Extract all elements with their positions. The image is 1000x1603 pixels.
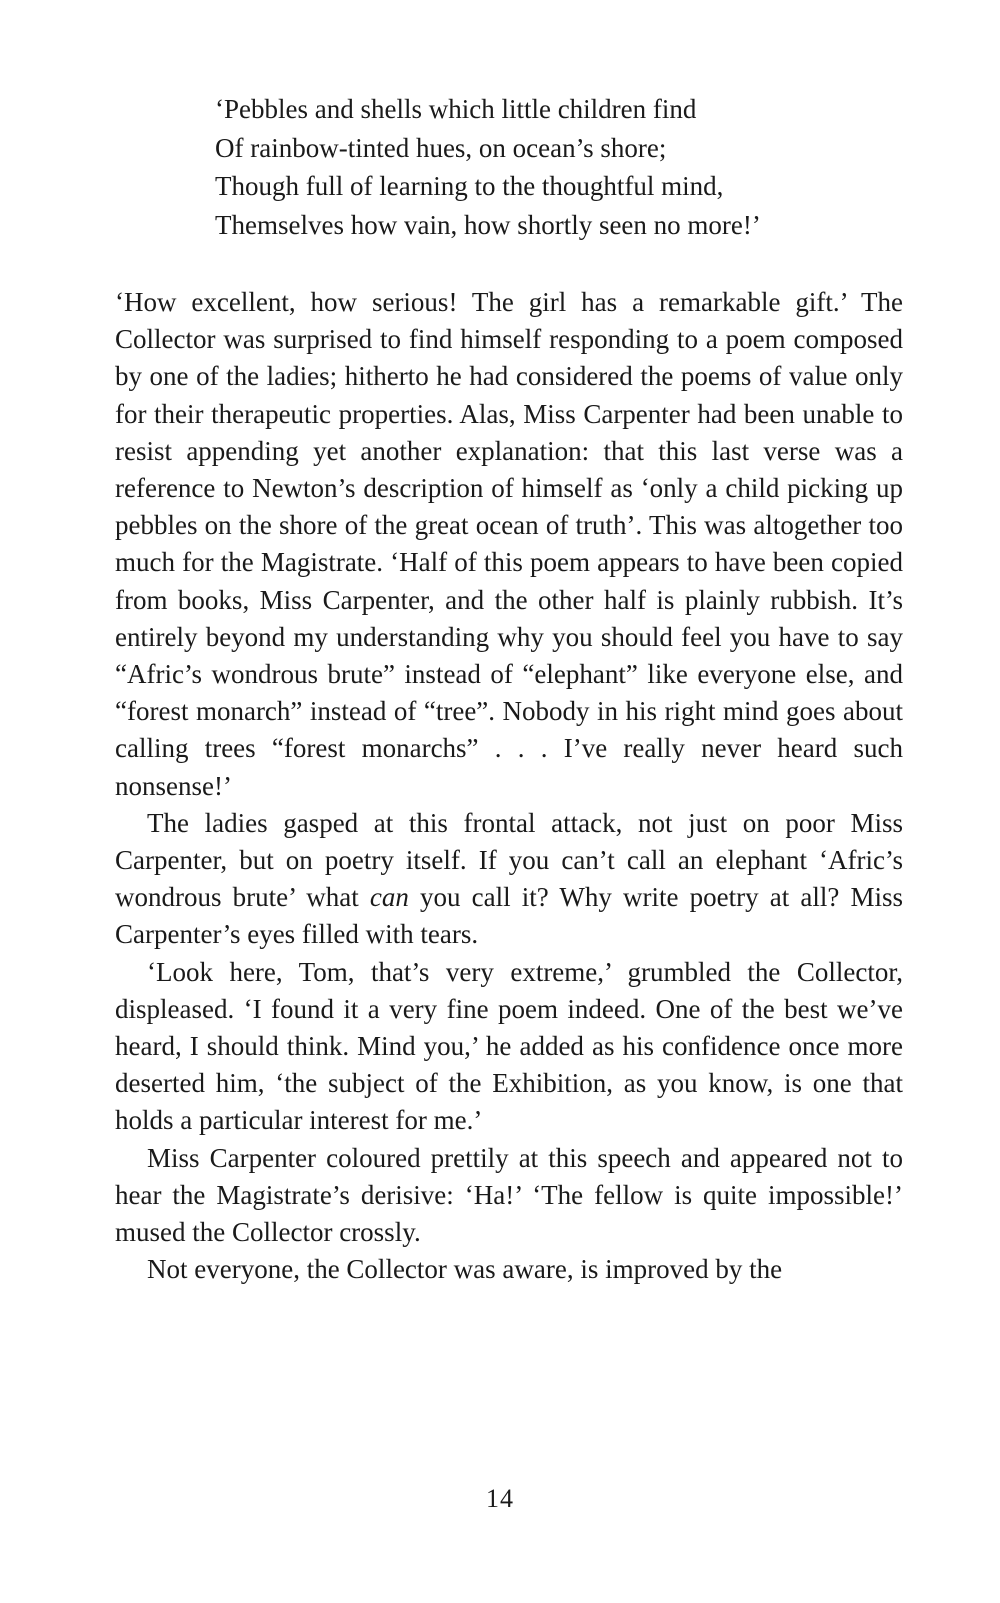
verse-line: Themselves how vain, how shortly seen no more!’ xyxy=(215,209,761,240)
paragraph-text: you call it? Why write poetry at all? Miss Carpenter’s eyes filled with tears. xyxy=(115,882,903,950)
paragraph: ‘How excellent, how serious! The girl has a remarkable gift.’ The Collector was surprised to find himself responding to a poem composed by one of the ladies; hitherto he had considered the poems of value only for their therapeutic properties. Alas, Miss Carpenter had been unable to resist appending yet another explanation: that this last verse was a reference to Newton’s description of himself as ‘only a child picking up pebbles on the shore of the great ocean of truth’. This was altogether too much for the Magistrate. ‘Half of this poem appears to have been copied from books, Miss Carpenter, and the other half is plainly rubbish. It’s entirely beyond my understanding why you should feel you have to say “Afric’s wondrous brute” instead of “elephant” like everyone else, and “forest monarch” instead of “tree”. Nobody in his right mind goes about calling trees “forest monarchs” . . . I’ve really never heard such nonsense!’ xyxy=(115,287,903,801)
page-number: 14 xyxy=(486,1484,514,1513)
verse-line: Of rainbow-tinted hues, on ocean’s shore; xyxy=(215,132,667,163)
paragraph: ‘Look here, Tom, that’s very extreme,’ grumbled the Collector, displeased. ‘I found it a very fine poem indeed. One of the best we’ve heard, I should think. Mind you,’ he added as his confidence once more deserted him, ‘the subject of the Exhibition, as you know, is one that holds a particular interest for me.’ xyxy=(115,956,903,1136)
paragraph: Not everyone, the Collector was aware, is improved by the xyxy=(147,1254,783,1285)
verse-line: Though full of learning to the thoughtful mind, xyxy=(215,171,724,201)
paragraph: Miss Carpenter coloured prettily at this speech and appeared not to hear the Magistrate’s derisive: ‘Ha!’ ‘The fellow is quite impossible!’ mused the Collector crossly. xyxy=(115,1142,903,1248)
paragraph-text: The ladies gasped at this frontal attack, not just on poor Miss Carpenter, but on poetry itself. If you can’t call an elephant ‘Afric’s wondrous brute’ what xyxy=(115,807,903,913)
paragraph xyxy=(115,805,903,954)
emphasis-text: can xyxy=(369,882,409,913)
body-text xyxy=(115,284,903,1288)
verse-line: ‘Pebbles and shells which little children find xyxy=(215,94,697,124)
verse-quote xyxy=(215,90,915,244)
